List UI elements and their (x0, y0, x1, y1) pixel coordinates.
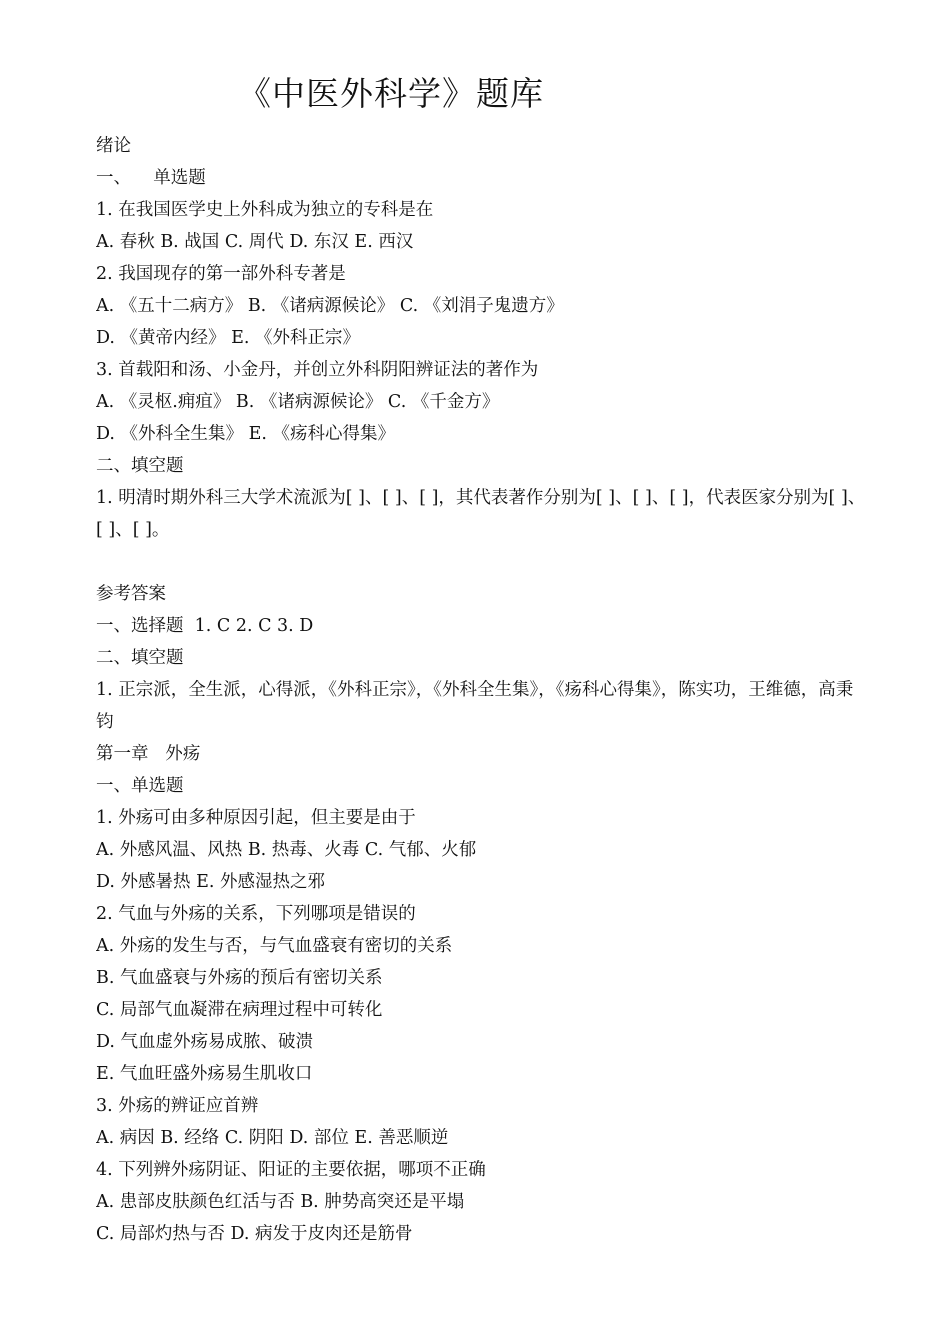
intro-question-1-options: A. 春秋 B. 战国 C. 周代 D. 东汉 E. 西汉 (96, 232, 414, 252)
chapter-1-question-2-option-c: C. 局部气血凝滞在病理过程中可转化 (96, 1000, 383, 1020)
intro-question-2-options-line-1: A. 《五十二病方》 B. 《诸病源候论》 C. 《刘涓子鬼遗方》 (96, 296, 564, 316)
chapter-1-question-3-options: A. 病因 B. 经络 C. 阴阳 D. 部位 E. 善恶顺逆 (96, 1128, 449, 1148)
chapter-1-question-3: 3. 外疡的辨证应首辨 (96, 1096, 259, 1116)
intro-fill-question-1-line-1: 1. 明清时期外科三大学术流派为[ ]、[ ]、[ ]，其代表著作分别为[ ]、[ ]、[ ]，代表医家分别为[ ]、 (96, 488, 866, 508)
answers-heading: 参考答案 (96, 584, 166, 604)
document-title: 《中医外科学》题库 (238, 74, 544, 113)
intro-heading: 绪论 (96, 136, 131, 156)
intro-section-single-choice: 一、 单选题 (96, 168, 206, 188)
answers-choice: 一、选择题 1. C 2. C 3. D (96, 616, 314, 636)
chapter-1-question-2-option-a: A. 外疡的发生与否，与气血盛衰有密切的关系 (96, 936, 453, 956)
intro-question-1: 1. 在我国医学史上外科成为独立的专科是在 (96, 200, 434, 220)
answers-fill-line-1: 1. 正宗派，全生派，心得派，《外科正宗》，《外科全生集》，《疡科心得集》，陈实功，王维德，高秉 (96, 680, 854, 700)
chapter-1-question-2-option-e: E. 气血旺盛外疡易生肌收口 (96, 1064, 313, 1084)
intro-question-3-options-line-2: D. 《外科全生集》 E. 《疡科心得集》 (96, 424, 395, 444)
chapter-1-question-2: 2. 气血与外疡的关系，下列哪项是错误的 (96, 904, 416, 924)
chapter-1-heading: 第一章 外疡 (96, 744, 201, 764)
intro-question-2: 2. 我国现存的第一部外科专著是 (96, 264, 346, 284)
chapter-1-question-2-option-b: B. 气血盛衰与外疡的预后有密切关系 (96, 968, 383, 988)
chapter-1-question-4-options-line-2: C. 局部灼热与否 D. 病发于皮肉还是筋骨 (96, 1224, 413, 1244)
intro-fill-question-1-line-2: [ ]、[ ]。 (96, 520, 170, 540)
blank-line (96, 546, 948, 578)
intro-question-3-options-line-1: A. 《灵枢.痈疽》 B. 《诸病源候论》 C. 《千金方》 (96, 392, 500, 412)
chapter-1-section-single-choice: 一、单选题 (96, 776, 184, 796)
intro-question-2-options-line-2: D. 《黄帝内经》 E. 《外科正宗》 (96, 328, 360, 348)
chapter-1-question-1-options-line-1: A. 外感风温、风热 B. 热毒、火毒 C. 气郁、火郁 (96, 840, 477, 860)
answers-fill-heading: 二、填空题 (96, 648, 184, 668)
chapter-1-question-2-option-d: D. 气血虚外疡易成脓、破溃 (96, 1032, 314, 1052)
intro-question-3: 3. 首载阳和汤、小金丹，并创立外科阴阳辨证法的著作为 (96, 360, 539, 380)
chapter-1-question-1-options-line-2: D. 外感暑热 E. 外感湿热之邪 (96, 872, 325, 892)
chapter-1-question-1: 1. 外疡可由多种原因引起，但主要是由于 (96, 808, 416, 828)
intro-section-fill-blank: 二、填空题 (96, 456, 184, 476)
chapter-1-question-4: 4. 下列辨外疡阴证、阳证的主要依据，哪项不正确 (96, 1160, 486, 1180)
chapter-1-question-4-options-line-1: A. 患部皮肤颜色红活与否 B. 肿势高突还是平塌 (96, 1192, 465, 1212)
document-body (96, 130, 948, 1250)
answers-fill-line-2: 钧 (96, 712, 114, 732)
